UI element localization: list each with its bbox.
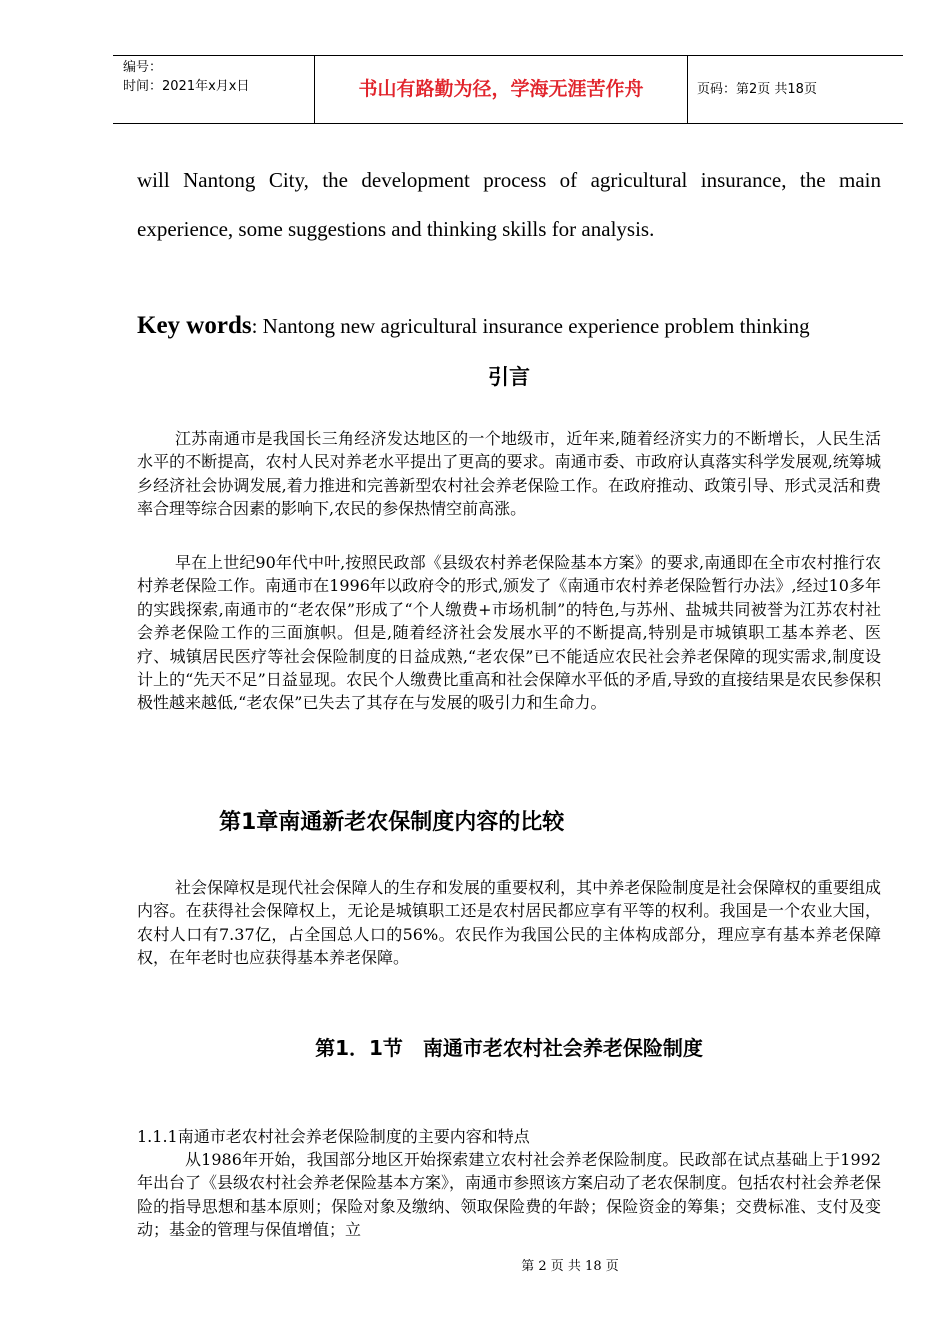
intro-heading: 引言 xyxy=(488,365,530,389)
page-footer: 第 2 页 共 18 页 xyxy=(521,1259,619,1274)
page-header xyxy=(113,55,903,124)
header-meta xyxy=(113,56,315,123)
chapter-1-paragraph: 社会保障权是现代社会保障人的生存和发展的重要权利，其中养老保险制度是社会保障权的重要组成内容。在获得社会保障权上，无论是城镇职工还是农村居民都应享有平等的权利。我国是一个农业大国，农村人口有7.37亿，占全国总人口的56%。农民作为我国公民的主体构成部分，理应享有基本养老保障权，在年老时也应获得基本养老保障。 xyxy=(137,878,881,968)
keywords-list: : Nantong new agricultural insurance experience problem thinking xyxy=(251,314,810,338)
section-1-1-heading: 第1．1节 南通市老农村社会养老保险制度 xyxy=(315,1036,703,1060)
time-label: 时间：2021年x月x日 xyxy=(123,79,250,94)
subsection-1-1-1-heading: 1.1.1南通市老农村社会养老保险制度的主要内容和特点 xyxy=(137,1127,530,1146)
intro-paragraph-2: 早在上世纪90年代中叶,按照民政部《县级农村养老保险基本方案》的要求,南通即在全市农村推行农村养老保险工作。南通市在1996年以政府令的形式,颁发了《南通市农村养老保险暂行办法》,经过10多年的实践探索,南通市的“老农保”形成了“个人缴费+市场机制”的特色,与苏州、盐城共同被誉为江苏农村社会养老保险工作的三面旗帜。但是,随着经济社会发展水平的不断提高,特别是市城镇职工基本养老、医疗、城镇居民医疗等社会保险制度的日益成熟,“老农保”已不能适应农民社会养老保障的现实需求,制度设计上的“先天不足”日益显现。农民个人缴费比重高和社会保障水平低的矛盾,导致的直接结果是农民参保积极性越来越低,“老农保”已失去了其存在与发展的吸引力和生命力。 xyxy=(137,553,881,713)
abstract-text: will Nantong City, the development process of agricultural insurance, the main experience, some suggestions and thinking skills for analysis. xyxy=(137,168,881,241)
keywords-label: Key words xyxy=(137,312,252,339)
chapter-1-heading: 第1章南通新老农保制度内容的比较 xyxy=(219,810,565,835)
header-page-info: 页码：第2页 共18页 xyxy=(697,82,817,97)
keywords-line xyxy=(137,309,881,343)
code-label: 编号： xyxy=(123,60,163,75)
section-1-1-paragraph: 从1986年开始，我国部分地区开始探索建立农村社会养老保险制度。民政部在试点基础上于1992年出台了《县级农村社会养老保险基本方案》，南通市参照该方案启动了老农保制度。包括农村社会养老保险的指导思想和基本原则；保险对象及缴纳、领取保险费的年龄；保险资金的筹集；交费标准、支付及变动；基金的管理与保值增值；立 xyxy=(137,1150,882,1240)
header-motto: 书山有路勤为径，学海无涯苦作舟 xyxy=(315,56,688,123)
intro-paragraph-1: 江苏南通市是我国长三角经济发达地区的一个地级市，近年来,随着经济实力的不断增长，人民生活水平的不断提高，农村人民对养老水平提出了更高的要求。南通市委、市政府认真落实科学发展观,统筹城乡经济社会协调发展,着力推进和完善新型农村社会养老保险工作。在政府推动、政策引导、形式灵活和费率合理等综合因素的影响下,农民的参保热情空前高涨。 xyxy=(137,429,881,519)
